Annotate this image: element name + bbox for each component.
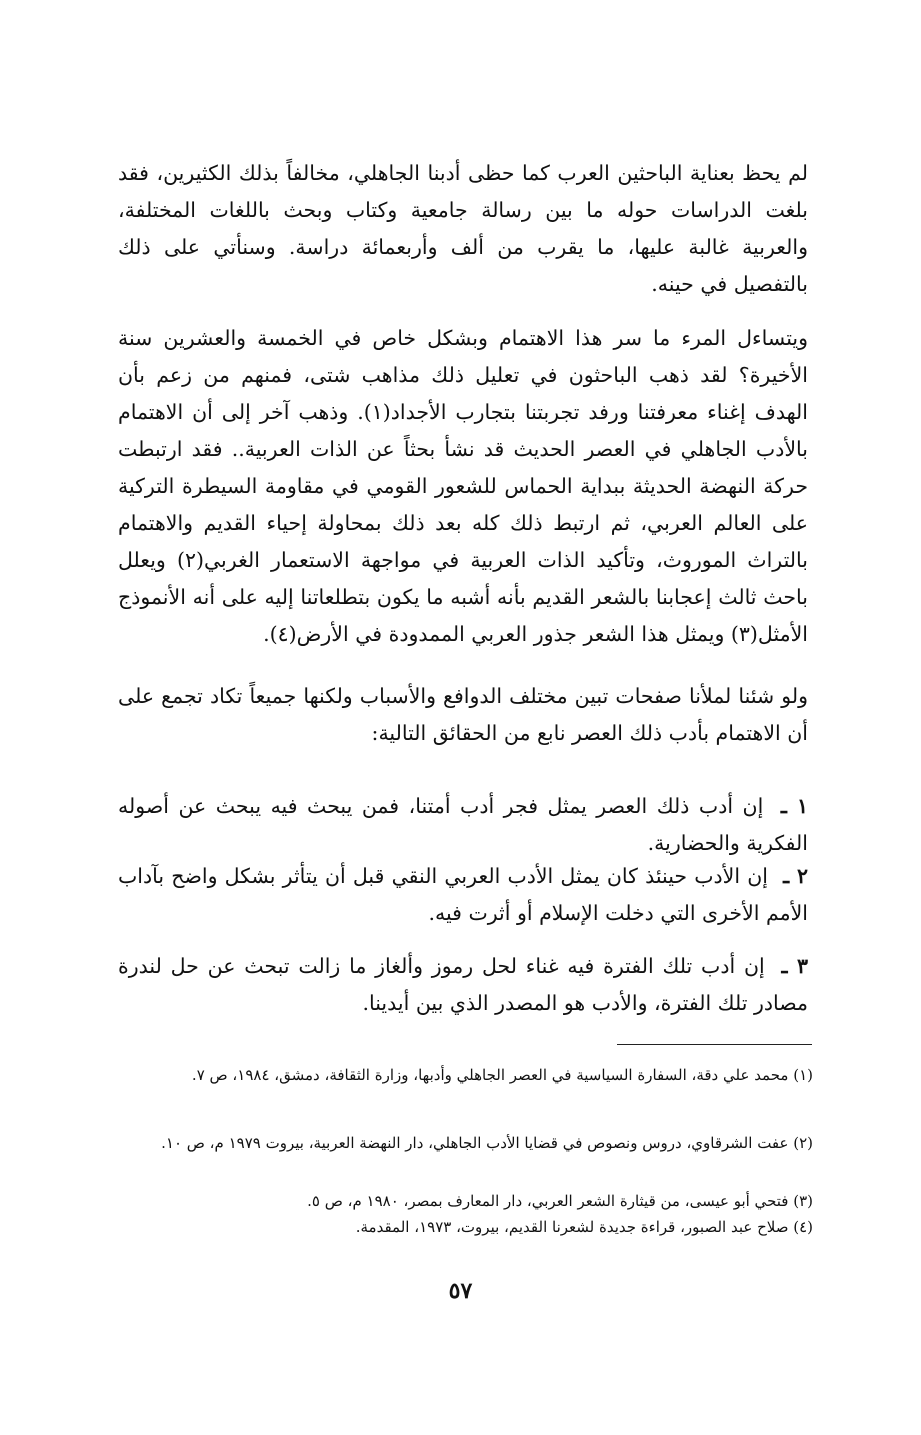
body-paragraph-2: ويتساءل المرء ما سر هذا الاهتمام وبشكل خاص في الخمسة والعشرين سنة الأخيرة؟ لقد ذهب الباحثون في تعليل ذلك مذاهب شتى، فمنهم من زعم بأن الهدف إغناء معرفتنا ورفد تجربتنا بتجارب الأجداد(١). وذهب آخر إلى أن الاهتمام بالأدب الجاهلي في العصر الحديث قد نشأ بحثاً عن الذات العربية.. فقد ارتبطت حركة النهضة الحديثة ببداية الحماس للشعور القومي في مقاومة السيطرة التركية على العالم العربي، ثم ارتبط ذلك كله بعد ذلك بمحاولة إحياء القديم والاهتمام بالتراث الموروث، وتأكيد الذات العربية في مواجهة الاستعمار الغربي(٢) ويعلل باحث ثالث إعجابنا بالشعر القديم بأنه أشبه ما يكون بتطلعاتنا إليه على أنه الأنموذج الأمثل(٣) ويمثل هذا الشعر جذور العربي الممدودة في الأرض(٤). xyxy=(118,326,808,646)
footnote-1: (١) محمد علي دقة، السفارة السياسية في العصر الجاهلي وأدبها، وزارة الثقافة، دمشق، ١٩٨٤، ص ٧. xyxy=(191,1066,813,1084)
footnote-3: (٣) فتحي أبو عيسى، من قيثارة الشعر العربي، دار المعارف بمصر، ١٩٨٠ م، ص ٥. xyxy=(307,1192,813,1210)
list-item xyxy=(118,858,808,932)
footnote-divider xyxy=(617,1044,812,1045)
footnote-4: (٤) صلاح عبد الصبور، قراءة جديدة لشعرنا القديم، بيروت، ١٩٧٣، المقدمة. xyxy=(355,1218,813,1236)
list-item-text: إن الأدب حينئذ كان يمثل الأدب العربي النقي قبل أن يتأثر بشكل واضح بآداب الأمم الأخرى التي دخلت الإسلام أو أثرت فيه. xyxy=(118,864,808,925)
list-item-number: ١ ـ xyxy=(780,794,808,818)
list-item-number: ٣ ـ xyxy=(781,954,808,978)
list-item-number: ٢ ـ xyxy=(783,864,808,888)
page-number: ٥٧ xyxy=(448,1278,473,1304)
footnote-2: (٢) عفت الشرقاوي، دروس ونصوص في قضايا الأدب الجاهلي، دار النهضة العربية، بيروت ١٩٧٩ م، ص ١٠. xyxy=(161,1134,813,1152)
list-item xyxy=(118,948,808,1022)
list-item-text: إن أدب ذلك العصر يمثل فجر أدب أمتنا، فمن يبحث فيه يبحث عن أصوله الفكرية والحضارية. xyxy=(118,794,808,855)
list-item-text: إن أدب تلك الفترة فيه غناء لحل رموز وألغاز ما زالت تبحث عن حل لندرة مصادر تلك الفترة، والأدب هو المصدر الذي بين أيدينا. xyxy=(118,954,808,1015)
body-paragraph-1: لم يحظ بعناية الباحثين العرب كما حظى أدبنا الجاهلي، مخالفاً بذلك الكثيرين، فقد بلغت الدراسات حوله ما بين رسالة جامعية وكتاب وبحث باللغات المختلفة، والعربية غالبة عليها، ما يقرب من ألف وأربعمائة دراسة. وسنأتي على ذلك بالتفصيل في حينه. xyxy=(118,161,808,296)
list-item xyxy=(118,788,808,862)
body-paragraph-3: ولو شئنا لملأنا صفحات تبين مختلف الدوافع والأسباب ولكنها جميعاً تكاد تجمع على أن الاهتمام بأدب ذلك العصر نابع من الحقائق التالية: xyxy=(118,684,808,745)
